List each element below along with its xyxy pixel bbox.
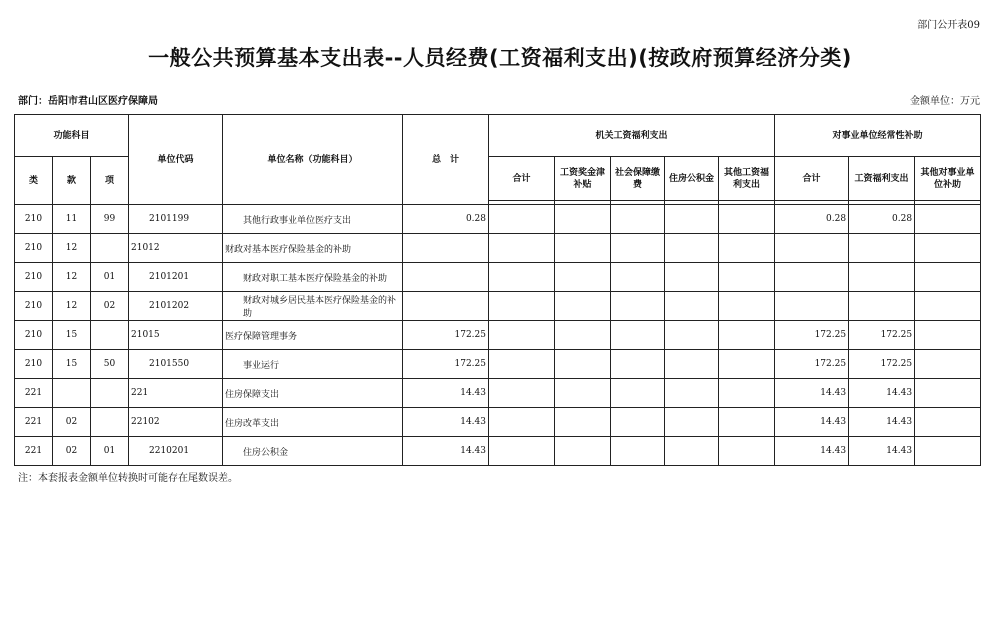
cell-inst-wage <box>849 292 915 321</box>
cell-org-social <box>611 234 665 263</box>
cell-inst-other <box>915 234 981 263</box>
cell-org-sum <box>489 350 555 379</box>
table-row <box>15 205 981 234</box>
cell-inst-wage: 0.28 <box>849 205 915 234</box>
header-func-subject: 功能科目 <box>15 115 129 157</box>
cell-inst-wage <box>849 263 915 292</box>
header-org-social: 社会保障缴费 <box>611 157 665 201</box>
cell-org-bonus <box>555 263 611 292</box>
unit-label: 金额单位：万元 <box>910 96 980 107</box>
cell-org-other <box>719 350 775 379</box>
cell-name: 住房保障支出 <box>223 379 403 408</box>
cell-org-sum <box>489 234 555 263</box>
header-inst-other: 其他对事业单位补助 <box>915 157 981 201</box>
table-row <box>15 292 981 321</box>
header-org-sum: 合计 <box>489 157 555 201</box>
header-org-bonus: 工资奖金津补贴 <box>555 157 611 201</box>
cell-inst-other <box>915 292 981 321</box>
cell-org-housing <box>665 292 719 321</box>
cell-inst-other <box>915 321 981 350</box>
cell-inst-other <box>915 379 981 408</box>
cell-lei: 221 <box>15 437 53 466</box>
cell-name: 住房公积金 <box>223 437 403 466</box>
table-row <box>15 263 981 292</box>
cell-xiang: 50 <box>91 350 129 379</box>
header-inst-group: 对事业单位经常性补助 <box>775 115 981 157</box>
cell-lei: 210 <box>15 234 53 263</box>
cell-org-sum <box>489 205 555 234</box>
table-row <box>15 379 981 408</box>
cell-inst-sum: 0.28 <box>775 205 849 234</box>
cell-org-housing <box>665 350 719 379</box>
cell-org-housing <box>665 379 719 408</box>
cell-kuan: 02 <box>53 437 91 466</box>
cell-org-social <box>611 263 665 292</box>
cell-xiang: 02 <box>91 292 129 321</box>
header-org-group: 机关工资福利支出 <box>489 115 775 157</box>
header-total: 总 计 <box>403 115 489 205</box>
cell-code: 21015 <box>129 321 223 350</box>
header-kuan: 款 <box>53 157 91 205</box>
cell-org-social <box>611 437 665 466</box>
cell-xiang <box>91 379 129 408</box>
cell-name: 事业运行 <box>223 350 403 379</box>
table-row <box>15 321 981 350</box>
cell-name: 财政对职工基本医疗保险基金的补助 <box>223 263 403 292</box>
cell-org-other <box>719 408 775 437</box>
cell-kuan <box>53 379 91 408</box>
cell-org-other <box>719 234 775 263</box>
cell-xiang: 01 <box>91 437 129 466</box>
cell-inst-wage: 172.25 <box>849 321 915 350</box>
cell-total: 172.25 <box>403 321 489 350</box>
cell-code: 2101201 <box>129 263 223 292</box>
cell-inst-wage: 14.43 <box>849 408 915 437</box>
cell-kuan: 11 <box>53 205 91 234</box>
cell-total: 172.25 <box>403 350 489 379</box>
cell-lei: 221 <box>15 379 53 408</box>
cell-org-other <box>719 292 775 321</box>
header-unit-name: 单位名称（功能科目） <box>223 115 403 205</box>
cell-code: 221 <box>129 379 223 408</box>
cell-org-bonus <box>555 379 611 408</box>
cell-org-bonus <box>555 292 611 321</box>
cell-lei: 210 <box>15 263 53 292</box>
cell-org-housing <box>665 263 719 292</box>
cell-org-bonus <box>555 205 611 234</box>
cell-total <box>403 263 489 292</box>
cell-kuan: 12 <box>53 292 91 321</box>
table-row <box>15 437 981 466</box>
cell-kuan: 15 <box>53 350 91 379</box>
cell-inst-sum: 14.43 <box>775 379 849 408</box>
cell-name: 财政对城乡居民基本医疗保险基金的补助 <box>223 292 403 321</box>
cell-code: 21012 <box>129 234 223 263</box>
cell-org-housing <box>665 437 719 466</box>
header-inst-sum: 合计 <box>775 157 849 201</box>
cell-org-other <box>719 263 775 292</box>
cell-inst-other <box>915 437 981 466</box>
cell-org-social <box>611 321 665 350</box>
cell-xiang <box>91 234 129 263</box>
page-title: 一般公共预算基本支出表--人员经费(工资福利支出)(按政府预算经济分类) <box>148 46 852 70</box>
cell-org-bonus <box>555 350 611 379</box>
table-row <box>15 234 981 263</box>
cell-org-other <box>719 437 775 466</box>
table-number: 部门公开表09 <box>917 20 980 31</box>
cell-lei: 210 <box>15 292 53 321</box>
header-lei: 类 <box>15 157 53 205</box>
cell-kuan: 12 <box>53 234 91 263</box>
footnote: 注：本套报表金额单位转换时可能存在尾数误差。 <box>18 473 238 484</box>
cell-org-sum <box>489 263 555 292</box>
cell-kuan: 02 <box>53 408 91 437</box>
cell-inst-wage: 14.43 <box>849 437 915 466</box>
cell-xiang <box>91 408 129 437</box>
cell-org-sum <box>489 321 555 350</box>
cell-kuan: 12 <box>53 263 91 292</box>
cell-lei: 221 <box>15 408 53 437</box>
cell-org-bonus <box>555 408 611 437</box>
cell-code: 22102 <box>129 408 223 437</box>
cell-org-social <box>611 205 665 234</box>
cell-org-other <box>719 205 775 234</box>
cell-inst-sum: 14.43 <box>775 408 849 437</box>
cell-name: 住房改革支出 <box>223 408 403 437</box>
cell-inst-other <box>915 350 981 379</box>
table-row <box>15 350 981 379</box>
cell-org-bonus <box>555 234 611 263</box>
cell-org-social <box>611 350 665 379</box>
cell-name: 其他行政事业单位医疗支出 <box>223 205 403 234</box>
cell-org-social <box>611 292 665 321</box>
cell-org-sum <box>489 379 555 408</box>
header-org-housing: 住房公积金 <box>665 157 719 201</box>
cell-org-sum <box>489 408 555 437</box>
cell-inst-sum: 172.25 <box>775 321 849 350</box>
cell-inst-sum: 14.43 <box>775 437 849 466</box>
cell-org-housing <box>665 321 719 350</box>
cell-inst-other <box>915 408 981 437</box>
budget-table <box>14 114 981 466</box>
cell-inst-sum <box>775 292 849 321</box>
cell-name: 财政对基本医疗保险基金的补助 <box>223 234 403 263</box>
cell-inst-wage <box>849 234 915 263</box>
cell-inst-sum <box>775 263 849 292</box>
cell-org-other <box>719 379 775 408</box>
cell-xiang: 01 <box>91 263 129 292</box>
cell-org-housing <box>665 408 719 437</box>
table-row <box>15 408 981 437</box>
cell-name: 医疗保障管理事务 <box>223 321 403 350</box>
cell-org-social <box>611 408 665 437</box>
cell-org-sum <box>489 437 555 466</box>
header-unit-code: 单位代码 <box>129 115 223 205</box>
cell-total: 0.28 <box>403 205 489 234</box>
cell-org-sum <box>489 292 555 321</box>
cell-lei: 210 <box>15 205 53 234</box>
cell-org-bonus <box>555 437 611 466</box>
cell-kuan: 15 <box>53 321 91 350</box>
cell-total <box>403 234 489 263</box>
cell-total <box>403 292 489 321</box>
cell-xiang <box>91 321 129 350</box>
cell-lei: 210 <box>15 321 53 350</box>
cell-total: 14.43 <box>403 379 489 408</box>
cell-inst-wage: 172.25 <box>849 350 915 379</box>
cell-inst-wage: 14.43 <box>849 379 915 408</box>
header-xiang: 项 <box>91 157 129 205</box>
cell-code: 2101199 <box>129 205 223 234</box>
cell-org-bonus <box>555 321 611 350</box>
cell-inst-sum <box>775 234 849 263</box>
department-label: 部门：岳阳市君山区医疗保障局 <box>18 96 158 107</box>
cell-total: 14.43 <box>403 437 489 466</box>
cell-inst-sum: 172.25 <box>775 350 849 379</box>
header-inst-wage: 工资福利支出 <box>849 157 915 201</box>
cell-org-housing <box>665 234 719 263</box>
header-org-other: 其他工资福利支出 <box>719 157 775 201</box>
cell-org-social <box>611 379 665 408</box>
cell-code: 2210201 <box>129 437 223 466</box>
cell-org-other <box>719 321 775 350</box>
cell-code: 2101550 <box>129 350 223 379</box>
cell-total: 14.43 <box>403 408 489 437</box>
cell-inst-other <box>915 205 981 234</box>
cell-xiang: 99 <box>91 205 129 234</box>
cell-lei: 210 <box>15 350 53 379</box>
cell-code: 2101202 <box>129 292 223 321</box>
cell-inst-other <box>915 263 981 292</box>
cell-org-housing <box>665 205 719 234</box>
